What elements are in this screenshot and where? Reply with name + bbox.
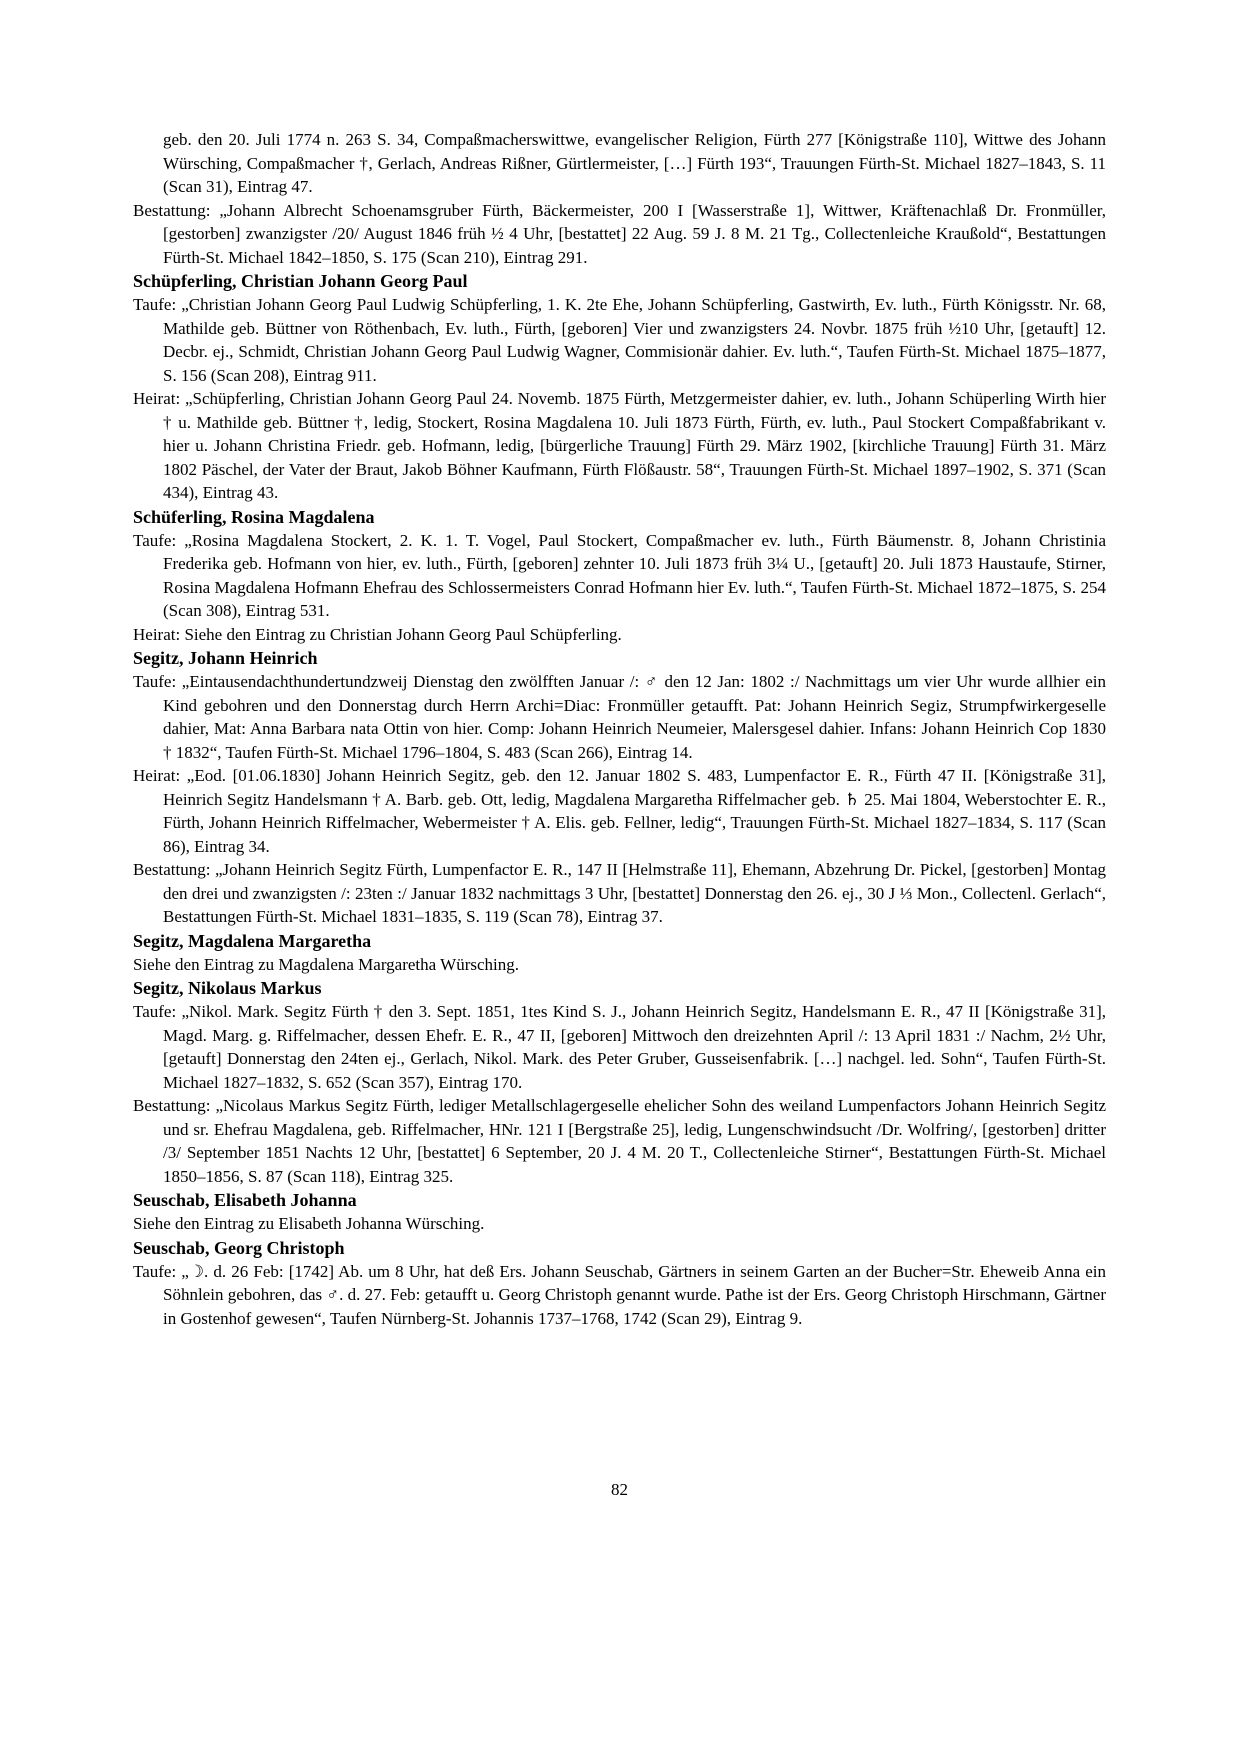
heading-segitz-johann-heinrich: Segitz, Johann Heinrich xyxy=(133,648,318,668)
heading-segitz-nikolaus-markus: Segitz, Nikolaus Markus xyxy=(133,978,322,998)
entry-continuation-wuersching: geb. den 20. Juli 1774 n. 263 S. 34, Compaßmacherswittwe, evangelischer Religion, Fürth 277 [Königstraße 110], Wittwe des Johann Würsching, Compaßmacher †, Gerlach, Andreas Rißner, Gürtlermeister, […] Fürth 193“, Trauungen Fürth-St. Michael 1827–1843, S. 11 (Scan 31), Eintrag 47. xyxy=(163,130,1106,196)
heading-segitz-magdalena-margaretha: Segitz, Magdalena Margaretha xyxy=(133,930,372,951)
heading-schueferling-rosina-magdalena: Schüferling, Rosina Magdalena xyxy=(133,506,375,527)
page-number: 82 xyxy=(611,1480,628,1499)
entry-taufe-schueferling-rosina: Taufe: „Rosina Magdalena Stockert, 2. K. 1. T. Vogel, Paul Stockert, Compaßmacher ev. luth., Fürth Bäumenstr. 8, Johann Christinia Frederika geb. Hofmann von hier, ev. luth., Fürth, [geboren] zehnter 10. Juli 1873 früh 3¼ U., [getauft] 20. Juli 1873 Haustaufe, Stirner, Rosina Magdalena Hofmann Ehefrau des Schlossermeisters Conrad Hofmann hier Ev. luth.“, Taufen Fürth-St. Michael 1872–1875, S. 254 (Scan 308), Eintrag 531. xyxy=(133,530,1106,620)
entry-reference-segitz-magdalena: Siehe den Eintrag zu Magdalena Margaretha Würsching. xyxy=(133,954,519,974)
heading-seuschab-georg-christoph: Seuschab, Georg Christoph xyxy=(133,1237,345,1258)
entry-heirat-segitz-johann-heinrich: Heirat: „Eod. [01.06.1830] Johann Heinrich Segitz, geb. den 12. Januar 1802 S. 483, Lumpenfactor E. R., Fürth 47 II. [Königstraße 31], Heinrich Segitz Handelsmann † A. Barb. geb. Ott, ledig, Magdalena Margaretha Riffelmacher geb. ♄ 25. Mai 1804, Weberstochter E. R., Fürth, Johann Heinrich Riffelmacher, Webermeister † A. Elis. geb. Fellner, ledig“, Trauungen Fürth-St. Michael 1827–1834, S. 117 (Scan 86), Eintrag 34. xyxy=(133,766,1106,856)
entry-bestattung-schoenamsgruber: Bestattung: „Johann Albrecht Schoenamsgruber Fürth, Bäckermeister, 200 I [Wasserstraße 1], Wittwer, Kräftenachlaß Dr. Fronmüller, [gestorben] zwanzigster /20/ August 1846 früh ½ 4 Uhr, [bestattet] 22 Aug. 59 J. 8 M. 21 Tg., Collectenleiche Kraußold“, Bestattungen Fürth-St. Michael 1842–1850, S. 175 (Scan 210), Eintrag 291. xyxy=(133,200,1106,267)
heading-schuepferling-christian-johann-georg-paul: Schüpferling, Christian Johann Georg Paul xyxy=(133,271,468,291)
entry-taufe-segitz-nikolaus: Taufe: „Nikol. Mark. Segitz Fürth † den 3. Sept. 1851, 1tes Kind S. J., Johann Heinrich Segitz, Handelsmann E. R., 47 II [Königstraße 31], Magd. Marg. g. Riffelmacher, dessen Ehefr. E. R., 47 II, [geboren] Mittwoch den dreizehnten April /: 13 April 1831 :/ Nachm, 2½ Uhr, [getauft] Donnerstag den 24ten ej., Gerlach, Nikol. Mark. des Peter Gruber, Gusseisenfabrik. […] nachgel. led. Sohn“, Taufen Fürth-St. Michael 1827–1832, S. 652 (Scan 357), Eintrag 170. xyxy=(133,1002,1106,1092)
entry-reference-seuschab-elisabeth: Siehe den Eintrag zu Elisabeth Johanna Würsching. xyxy=(133,1214,485,1233)
entry-taufe-seuschab-georg-christoph: Taufe: „☽. d. 26 Feb: [1742] Ab. um 8 Uhr, hat deß Ers. Johann Seuschab, Gärtners in seinem Garten an der Bucher=Str. Eheweib Anna ein Söhnlein gebohren, das ♂. d. 27. Feb: getaufft u. Georg Christoph genannt wurde. Pathe ist der Ers. Georg Christoph Hirschmann, Gärtner in Gostenhof gewesen“, Taufen Nürnberg-St. Johannis 1737–1768, 1742 (Scan 29), Eintrag 9. xyxy=(133,1261,1106,1328)
entry-taufe-segitz-johann-heinrich: Taufe: „Eintausendachthundertundzweij Dienstag den zwölfften Januar /: ♂ den 12 Jan: 1802 :/ Nachmittags um vier Uhr wurde allhier ein Kind gebohren und den Donnerstag durch Herrn Archi=Diac: Fronmüller getaufft. Pat: Johann Heinrich Segiz, Strumpfwirkergeselle dahier, Mat: Anna Barbara nata Ottin von hier. Comp: Johann Heinrich Neumeier, Malersgesel dahier. Infans: Johann Heinrich Cop 1830 † 1832“, Taufen Fürth-St. Michael 1796–1804, S. 483 (Scan 266), Eintrag 14. xyxy=(133,672,1106,762)
heading-seuschab-elisabeth-johanna: Seuschab, Elisabeth Johanna xyxy=(133,1190,357,1210)
page-content xyxy=(133,128,1106,1330)
entry-heirat-schuepferling-christian: Heirat: „Schüpferling, Christian Johann Georg Paul 24. Novemb. 1875 Fürth, Metzgermeister dahier, ev. luth., Johann Schüperling Wirth hier † u. Mathilde geb. Büttner †, ledig, Stockert, Rosina Magdalena 10. Juli 1873 Fürth, Fürth, ev. luth., Paul Stockert Compaßfabrikant v. hier u. Johann Christina Friedr. geb. Hofmann, ledig, [bürgerliche Trauung] Fürth 29. März 1902, [kirchliche Trauung] Fürth 31. März 1802 Päschel, der Vater der Braut, Jakob Böhner Kaufmann, Fürth Flößaustr. 58“, Trauungen Fürth-St. Michael 1897–1902, S. 371 (Scan 434), Eintrag 43. xyxy=(133,389,1106,502)
entry-taufe-schuepferling-christian: Taufe: „Christian Johann Georg Paul Ludwig Schüpferling, 1. K. 2te Ehe, Johann Schüpferling, Gastwirth, Ev. luth., Fürth Königsstr. Nr. 68, Mathilde geb. Büttner von Röthenbach, Ev. luth., Fürth, [geboren] Vier und zwanzigsters 24. Novbr. 1875 früh ½10 Uhr, [getauft] 12. Decbr. ej., Schmidt, Christian Johann Georg Paul Ludwig Wagner, Commisionär dahier. Ev. luth.“, Taufen Fürth-St. Michael 1875–1877, S. 156 (Scan 208), Eintrag 911. xyxy=(133,295,1106,385)
entry-bestattung-segitz-nikolaus: Bestattung: „Nicolaus Markus Segitz Fürth, lediger Metallschlagergeselle ehelicher Sohn des weiland Lumpenfactors Johann Heinrich Segitz und sr. Ehefrau Magdalena, geb. Riffelmacher, HNr. 121 I [Bergstraße 25], ledig, Lungenschwindsucht /Dr. Wolfring/, [gestorben] dritter /3/ September 1851 Nachts 12 Uhr, [bestattet] 6 September, 20 J. 4 M. 20 T., Collectenleiche Stirner“, Bestattungen Fürth-St. Michael 1850–1856, S. 87 (Scan 118), Eintrag 325. xyxy=(133,1096,1106,1186)
entry-bestattung-segitz-johann-heinrich: Bestattung: „Johann Heinrich Segitz Fürth, Lumpenfactor E. R., 147 II [Helmstraße 11], Ehemann, Abzehrung Dr. Pickel, [gestorben] Montag den drei und zwanzigsten /: 23ten :/ Januar 1832 nachmittags 3 Uhr, [bestattet] Donnerstag den 26. ej., 30 J ⅓ Mon., Collectenl. Gerlach“, Bestattungen Fürth-St. Michael 1831–1835, S. 119 (Scan 78), Eintrag 37. xyxy=(133,860,1106,926)
entry-heirat-reference-schueferling-rosina: Heirat: Siehe den Eintrag zu Christian Johann Georg Paul Schüpferling. xyxy=(133,624,622,644)
